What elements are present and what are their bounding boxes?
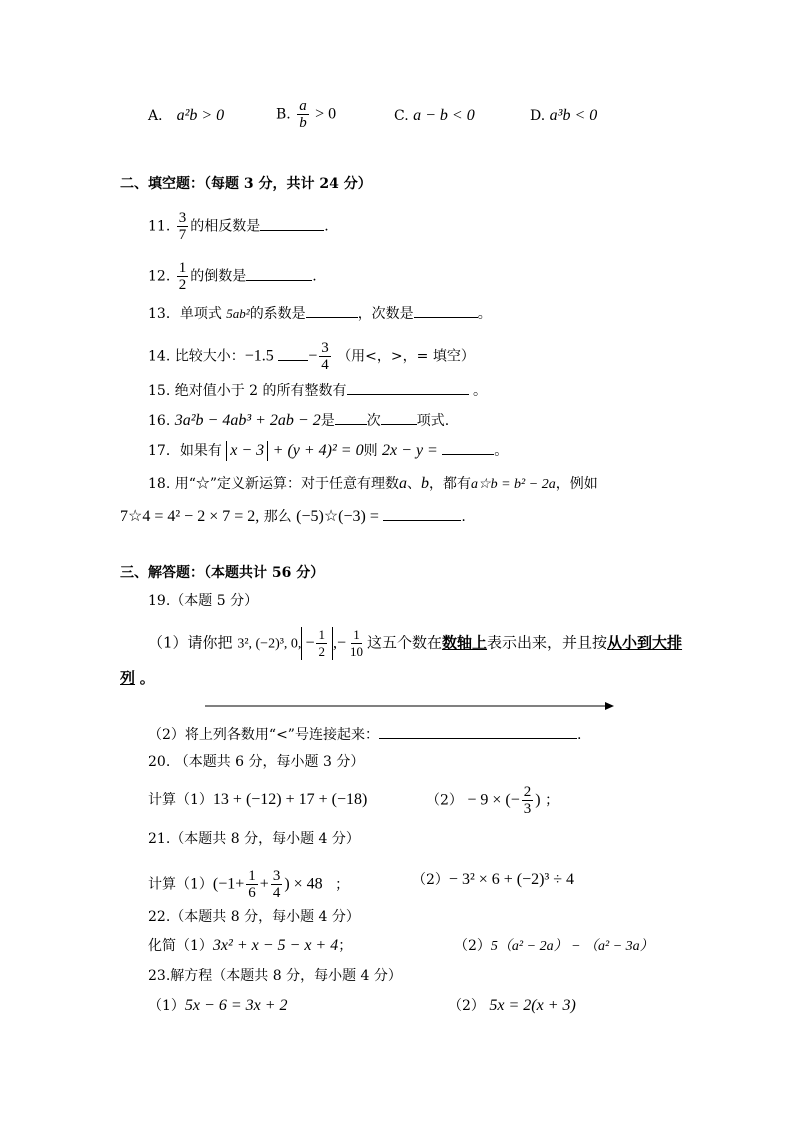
- choice-d[interactable]: [530, 106, 597, 126]
- q22-header: 22.（本题共 8 分，每小题 4 分）: [148, 909, 360, 925]
- question-17: [148, 440, 508, 461]
- q21-label: 计算（1）: [148, 876, 213, 893]
- q23-p2-label: （2）: [448, 998, 485, 1014]
- q18-var-b: b: [421, 475, 430, 492]
- choice-c[interactable]: [394, 106, 475, 126]
- q21-plus: +: [259, 875, 269, 893]
- q13-expr: 5ab²: [226, 306, 250, 321]
- q16-terms-blank[interactable]: [381, 410, 417, 425]
- q18-end: .: [461, 509, 466, 525]
- q13-text3: ，次数是: [357, 306, 414, 322]
- q20-header: 20. （本题共 6 分，每小题 3 分）: [148, 754, 365, 770]
- q21-items: [148, 868, 575, 901]
- q21-p2-label: （2）: [412, 872, 449, 888]
- question-16: [148, 410, 449, 431]
- q21-expr2: − 3² × 6 + (−2)³ ÷ 4: [448, 871, 575, 888]
- q21-header: 21.（本题共 8 分，每小题 4 分）: [148, 831, 360, 847]
- q19-p1-numbers: 3², (−2)³, 0,: [237, 636, 302, 652]
- q23-header: 23.解方程（本题共 8 分，每小题 4 分）: [148, 968, 402, 984]
- q18-example: 7☆4 = 4² − 2 × 7 = 2,: [120, 508, 260, 525]
- q18-sep: 、: [407, 476, 422, 492]
- q22-p2-label: （2）: [454, 938, 491, 954]
- q12-end: .: [312, 268, 317, 285]
- q11-text: 的相反数是: [190, 218, 261, 235]
- q13-text1: 单项式: [179, 306, 227, 322]
- q17-text1: 如果有: [179, 443, 222, 459]
- question-15: [148, 380, 487, 401]
- q19-p2-end: .: [576, 727, 582, 743]
- q18-var-a: a: [399, 475, 408, 492]
- choice-b-rest: > 0: [315, 105, 337, 123]
- q12-answer-blank[interactable]: [246, 266, 312, 281]
- number-line[interactable]: [205, 700, 615, 712]
- q22-semicolon: ；: [338, 938, 353, 954]
- q13-degree-blank[interactable]: [414, 303, 478, 318]
- question-14: [148, 340, 475, 373]
- q15-end: 。: [472, 383, 487, 399]
- question-18-line2: [120, 506, 466, 527]
- q14-number: 14.: [148, 348, 171, 365]
- q19-p1-fraction: $\frac{1}{10}$: [350, 627, 363, 659]
- section-3-title: 三、解答题：（本题共计 56 分）: [120, 565, 325, 581]
- q17-end: 。: [494, 443, 509, 459]
- q22-expr2: 5（a² − 2a） − （a² − 3a）: [490, 939, 654, 954]
- choice-b[interactable]: [276, 98, 336, 131]
- q21-fraction2: $\frac{3}{4}$: [272, 868, 281, 901]
- q13-end: 。: [477, 306, 492, 322]
- q19-p1-comma: ,−: [332, 634, 346, 652]
- q21-part2: [412, 870, 574, 890]
- q13-number: 13．: [148, 306, 180, 322]
- q15-number: 15.: [148, 383, 171, 399]
- q19-part2: [148, 724, 581, 745]
- q18-number: 18.: [148, 476, 171, 492]
- arrow-right-icon: [605, 702, 614, 710]
- q11-number: 11.: [148, 218, 171, 235]
- q19-p2-answer-blank[interactable]: [379, 724, 577, 739]
- q17-text2: 则: [363, 443, 378, 459]
- q19-p1-text-b: 这五个数在: [367, 633, 443, 652]
- q21-expr1a: (−1+: [212, 875, 245, 893]
- q16-degree-blank[interactable]: [335, 410, 367, 425]
- q16-text2: 次: [366, 413, 381, 429]
- q12-fraction: $\frac{1}{2}$: [178, 260, 187, 293]
- q17-answer-blank[interactable]: [442, 440, 494, 455]
- q19-p1-order-emph: 从小到大排: [607, 633, 683, 652]
- q19-header: 19.（本题 5 分）: [148, 593, 259, 609]
- q18-ask: (−5)☆(−3) =: [296, 508, 379, 525]
- choice-a-label: A．: [148, 108, 173, 124]
- choice-b-label: B.: [276, 106, 291, 123]
- q20-items: [148, 784, 560, 817]
- q19-p1-end: 。: [139, 669, 155, 687]
- question-13: [148, 303, 492, 324]
- q18-text2: ，都有: [429, 476, 472, 492]
- q21-semicolon: ；: [335, 876, 350, 893]
- q16-text1: 是: [320, 413, 335, 429]
- q17-expr: + (y + 4)² = 0: [272, 442, 364, 459]
- q20-expr2a: − 9 × (−: [467, 791, 520, 809]
- q13-text2: 的系数是: [249, 306, 306, 322]
- q19-p1-abs: − $\frac{1}{2}$: [301, 627, 333, 660]
- q23-expr1: 5x − 6 = 3x + 2: [184, 997, 288, 1014]
- q22-label: 化简（1）: [148, 938, 213, 954]
- choice-c-expr: a − b < 0: [413, 107, 475, 124]
- q23-part2: [448, 996, 576, 1016]
- q18-text1: 用“☆”定义新运算：对于任意有理数: [174, 476, 400, 492]
- q11-answer-blank[interactable]: [260, 216, 324, 231]
- q18-text4: 那么: [263, 509, 292, 525]
- choice-d-label: D.: [530, 108, 546, 124]
- q12-text: 的倒数是: [190, 268, 247, 285]
- q22-items: [148, 936, 654, 956]
- q11-fraction: $\frac{3}{7}$: [178, 210, 187, 243]
- q22-part2: [454, 936, 654, 957]
- q14-compare-blank[interactable]: [278, 346, 308, 361]
- q19-p2-text: （2）将上列各数用“<”号连接起来：: [148, 727, 379, 743]
- q23-items: [148, 996, 576, 1016]
- q16-number: 16.: [148, 413, 171, 429]
- q14-value1: −1.5: [244, 347, 274, 365]
- q19-p1-order-emph-cont: 列: [120, 669, 136, 687]
- q20-expr2b: ): [535, 791, 541, 809]
- question-12: [148, 260, 317, 293]
- q16-expr: 3a²b − 4ab³ + 2ab − 2: [174, 412, 321, 429]
- q23-p1-label: （1）: [148, 998, 185, 1014]
- q19-p1-text-c: 表示出来，并且按: [487, 633, 608, 652]
- q12-number: 12.: [148, 268, 171, 285]
- q18-definition: a☆b = b² − 2a: [471, 477, 556, 492]
- q14-text1: 比较大小：: [174, 348, 245, 365]
- choice-b-fraction: $\frac{a}{b}$: [299, 98, 307, 131]
- q11-end: .: [324, 218, 329, 235]
- question-18: [148, 474, 598, 495]
- q14-fraction: $\frac{3}{4}$: [321, 340, 329, 373]
- q19-part1: [148, 627, 682, 660]
- q20-p2-label: （2）: [426, 792, 463, 809]
- choice-a-expr: a²b > 0: [176, 107, 225, 124]
- q13-coefficient-blank[interactable]: [306, 303, 358, 318]
- q22-expr1: 3x² + x − 5 − x + 4: [212, 937, 339, 954]
- q17-expr2: 2x − y =: [382, 442, 438, 459]
- q20-part2: [426, 784, 559, 817]
- q16-text3: 项式.: [416, 413, 450, 429]
- q19-p1-number-line-emph: 数轴上: [442, 633, 488, 652]
- q19-part1-cont: [120, 668, 155, 688]
- q20-fraction: $\frac{2}{3}$: [523, 784, 532, 817]
- choice-a[interactable]: [148, 106, 224, 126]
- q20-end: ；: [545, 792, 560, 809]
- q23-expr2: 5x = 2(x + 3): [489, 997, 576, 1014]
- q14-text2: （用<，>，= 填空）: [337, 348, 475, 365]
- q20-label: 计算（1）: [148, 792, 213, 808]
- q19-p1-text-a: （1）请你把: [148, 633, 238, 652]
- q21-fraction1: $\frac{1}{6}$: [248, 868, 256, 901]
- section-2-title: 二、填空题：（每题 3 分，共计 24 分）: [120, 176, 372, 192]
- q20-expr1: 13 + (−12) + 17 + (−18): [212, 791, 368, 808]
- q15-text: 绝对值小于 2 的所有整数有: [174, 383, 347, 399]
- q21-expr1b: ) × 48: [284, 875, 323, 893]
- q18-answer-blank[interactable]: [383, 506, 461, 521]
- q17-number: 17．: [148, 443, 180, 459]
- q17-abs-value: x − 3: [226, 441, 268, 461]
- choice-d-expr: a³b < 0: [549, 107, 598, 124]
- q18-text3: ，例如: [555, 476, 598, 492]
- question-11: [148, 210, 329, 243]
- q14-minus: −: [308, 347, 318, 365]
- choice-c-label: C.: [394, 108, 409, 124]
- q15-answer-blank[interactable]: [347, 380, 469, 395]
